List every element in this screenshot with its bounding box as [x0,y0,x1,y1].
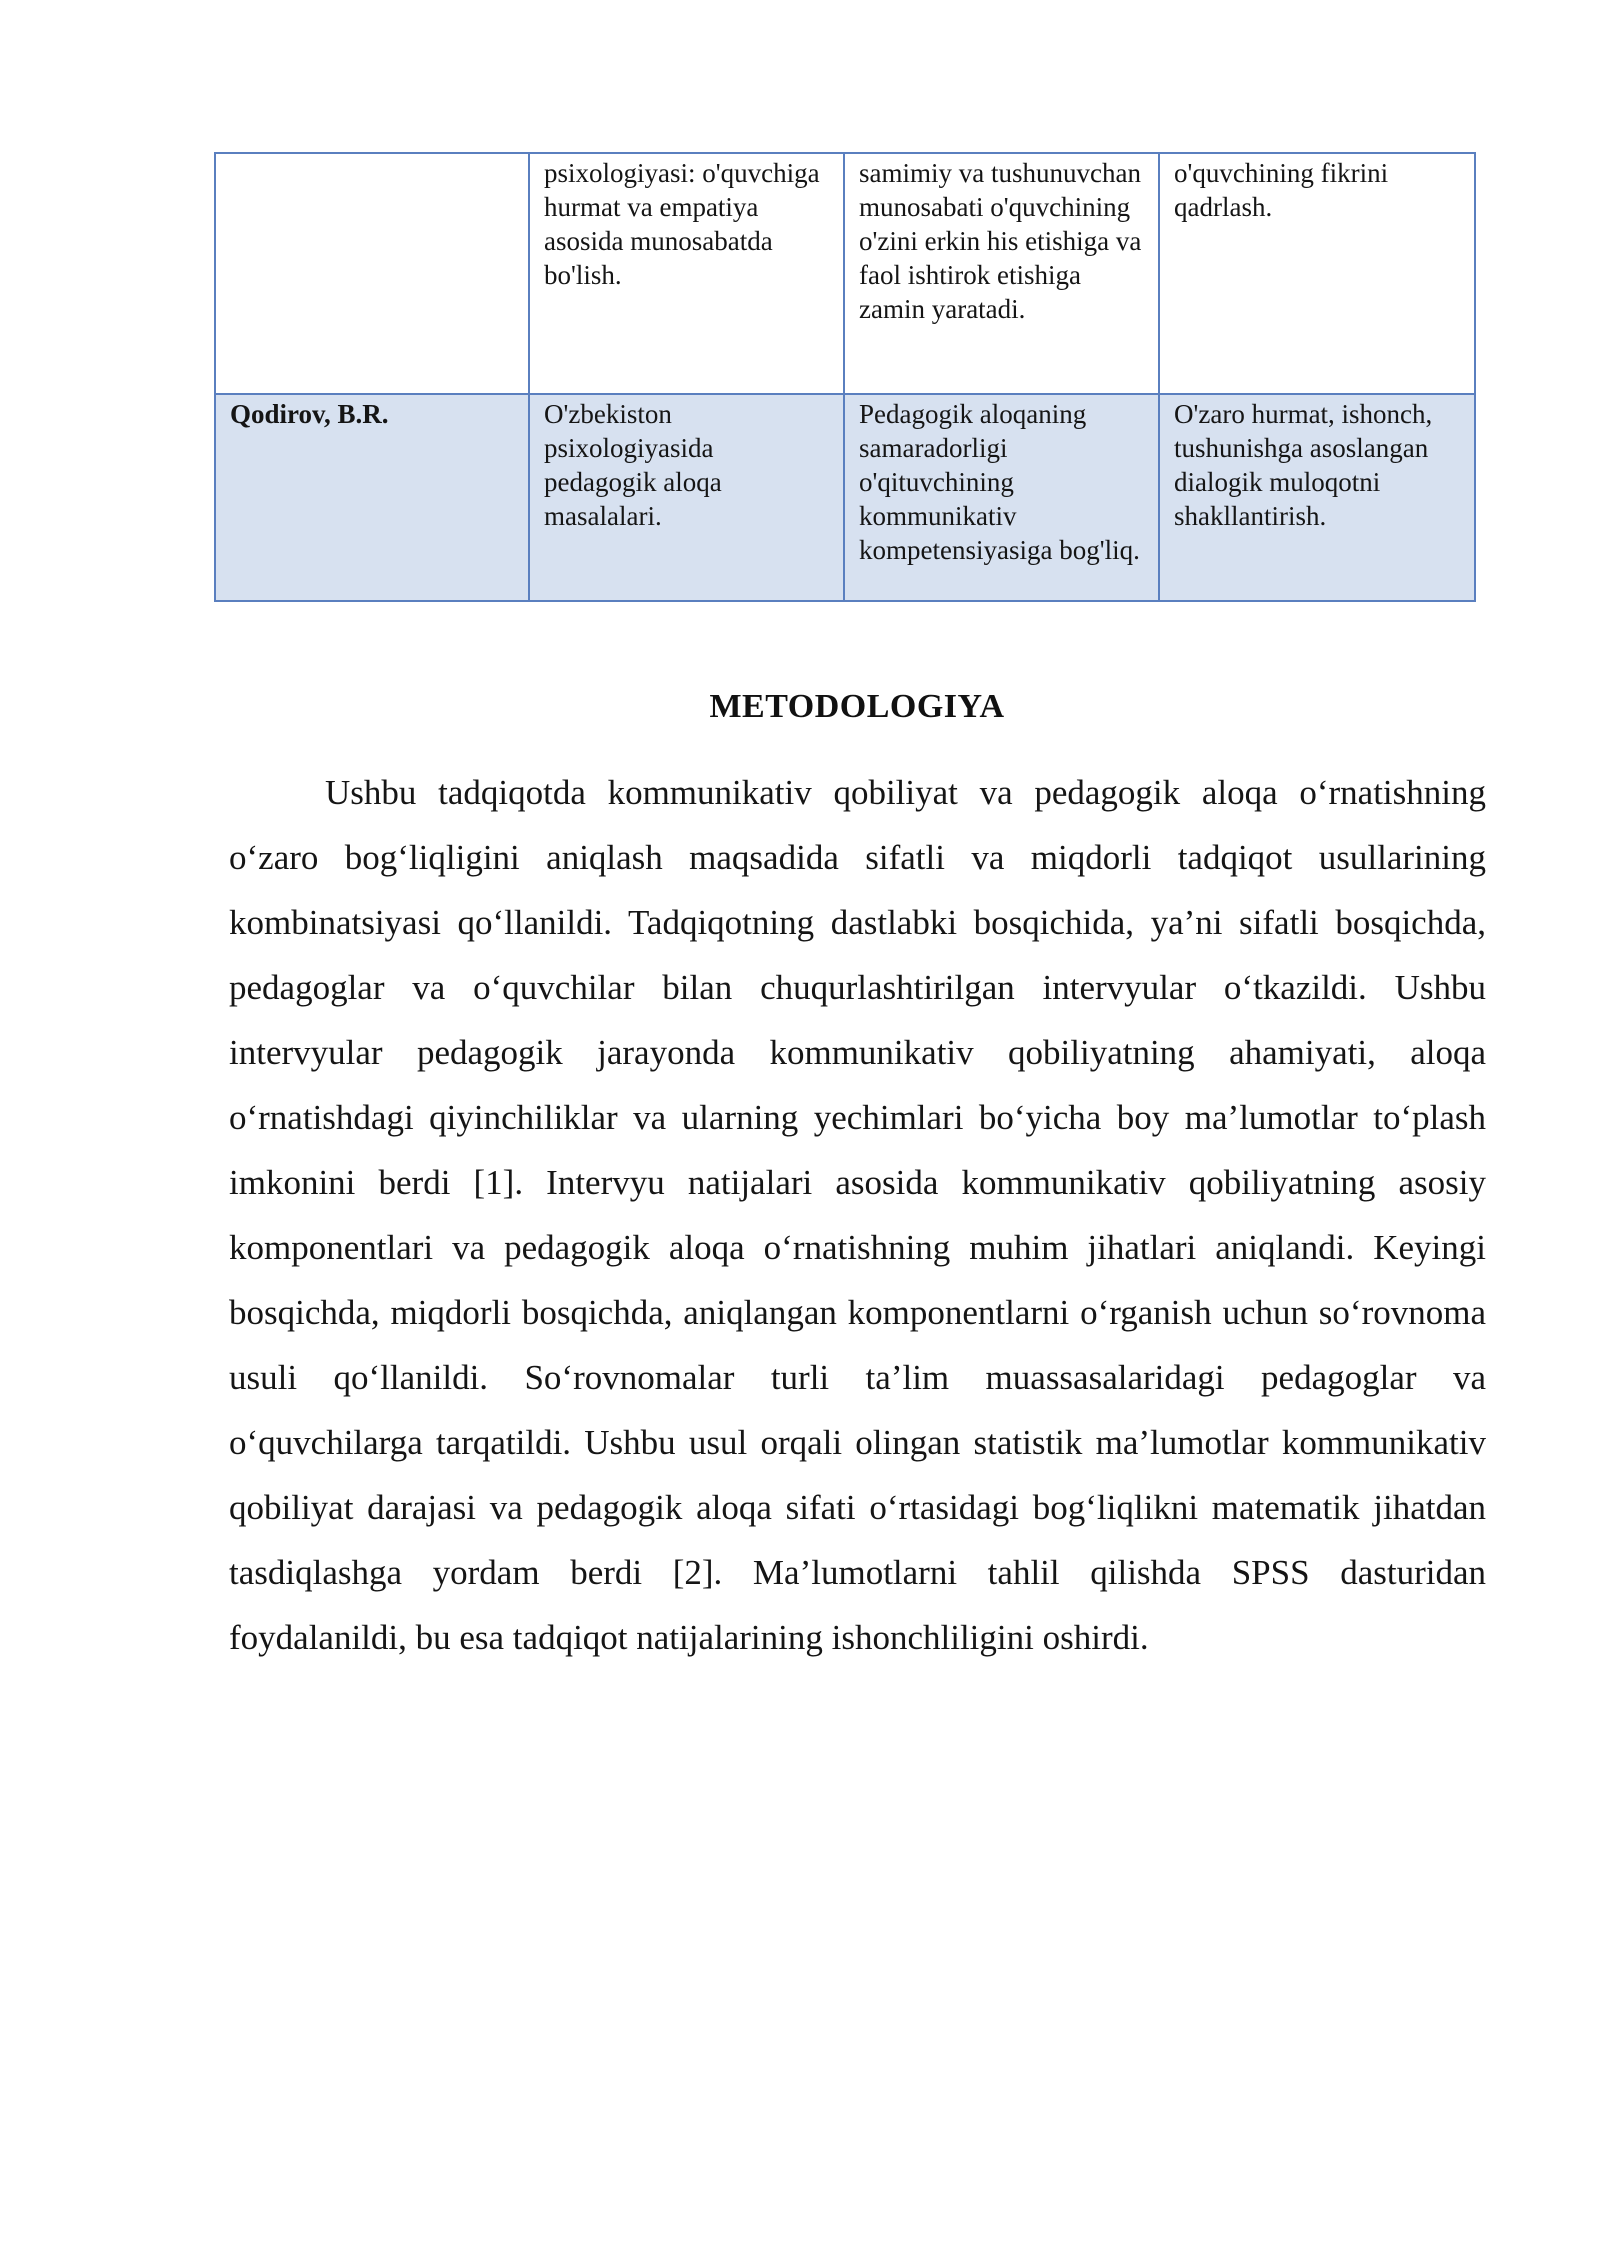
table-row [215,153,1475,394]
table-cell-recommendation: O'zaro hurmat, ishonch, tushunishga asoslangan dialogik muloqotni shakllantirish. [1159,394,1475,601]
section-heading [0,680,1600,734]
section-heading-text: METODOLOGIYA [709,688,1005,725]
table-cell-finding: Pedagogik aloqaning samaradorligi o'qituvchining kommunikativ kompetensiyasiga bog'liq. [844,394,1159,601]
table-cell-recommendation: o'quvchining fikrini qadrlash. [1159,153,1475,394]
table-cell-work: O'zbekiston psixologiyasida pedagogik aloqa masalalari. [529,394,844,601]
table-cell-work: psixologiyasi: o'quvchiga hurmat va empatiya asosida munosabatda bo'lish. [529,153,844,394]
methodology-paragraph: Ushbu tadqiqotda kommunikativ qobiliyat va pedagogik aloqa o‘rnatishning o‘zaro bog‘liqligini aniqlash maqsadida sifatli va miqdorli tadqiqot usullarining kombinatsiyasi qo‘llanildi. Tadqiqotning dastlabki bosqichida, ya’ni sifatli bosqichda, pedagoglar va o‘quvchilar bilan chuqurlashtirilgan intervyular o‘tkazildi. Ushbu intervyular pedagogik jarayonda kommunikativ qobiliyatning ahamiyati, aloqa o‘rnatishdagi qiyinchiliklar va ularning yechimlari bo‘yicha boy ma’lumotlar to‘plash imkonini berdi [1]. Intervyu natijalari asosida kommunikativ qobiliyatning asosiy komponentlari va pedagogik aloqa o‘rnatishning muhim jihatlari aniqlandi. Keyingi bosqichda, miqdorli bosqichda, aniqlangan komponentlarni o‘rganish uchun so‘rovnoma usuli qo‘llanildi. So‘rovnomalar turli ta’lim muassasalaridagi pedagoglar va o‘quvchilarga tarqatildi. Ushbu usul orqali olingan statistik ma’lumotlar kommunikativ qobiliyat darajasi va pedagogik aloqa sifati o‘rtasidagi bog‘liqlikni matematik jihatdan tasdiqlashga yordam berdi [2]. Ma’lumotlarni tahlil qilishda SPSS dasturidan foydalanildi, bu esa tadqiqot natijalarining ishonchliligini oshirdi. [229,773,1486,1657]
table-cell-author: Qodirov, B.R. [215,394,529,601]
table-row [215,394,1475,601]
table-cell-author [215,153,529,394]
table-cell-finding: samimiy va tushunuvchan munosabati o'quvchining o'zini erkin his etishiga va faol ishtirok etishiga zamin yaratadi. [844,153,1159,394]
literature-review-table [214,152,1476,602]
